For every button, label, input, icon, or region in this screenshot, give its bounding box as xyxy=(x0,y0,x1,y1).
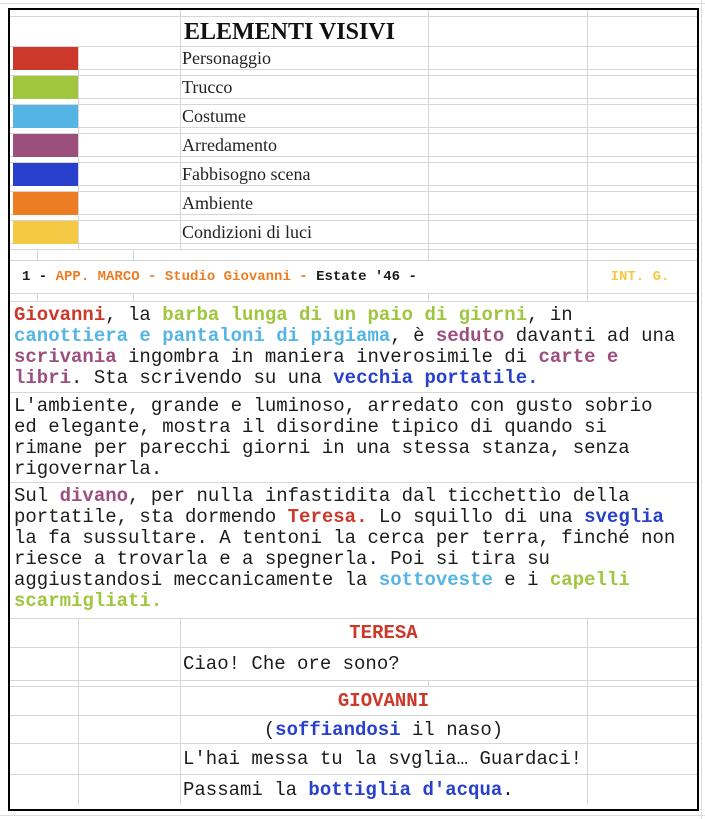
text-run: bottiglia d'acqua xyxy=(308,779,503,801)
text-run: soffiandosi xyxy=(275,719,401,741)
legend-swatch[interactable] xyxy=(13,221,78,244)
gridline xyxy=(78,157,79,162)
gridline xyxy=(587,716,588,743)
parenthetical-row[interactable] xyxy=(10,716,697,744)
gridline xyxy=(78,775,79,805)
gridline xyxy=(428,681,429,686)
gridline xyxy=(587,221,588,243)
legend-title: ELEMENTI VISIVI xyxy=(184,19,395,45)
text-run: , per nulla infastidita dal ticchettìo della portatile, sta dormendo xyxy=(14,485,630,528)
gridline xyxy=(180,186,181,191)
gridline xyxy=(78,681,79,686)
text-run: carte e libri xyxy=(14,346,619,389)
gridline xyxy=(428,215,429,220)
text-run: Sul xyxy=(14,485,60,507)
gridline xyxy=(587,244,588,249)
gridline xyxy=(428,128,429,133)
gridline xyxy=(180,648,181,680)
spacer-row xyxy=(10,250,697,261)
gridline xyxy=(180,70,181,75)
gridline xyxy=(37,294,38,301)
legend-label: Ambiente xyxy=(182,193,253,213)
text-run: vecchia portatile. xyxy=(333,367,539,389)
gridline xyxy=(428,244,429,249)
legend-label: Costume xyxy=(182,106,247,126)
legend-item-6[interactable] xyxy=(10,221,697,244)
gridline xyxy=(587,163,588,185)
legend-swatch[interactable] xyxy=(13,47,78,70)
text-run: divano xyxy=(59,485,129,507)
sheet-border xyxy=(8,8,699,811)
gridline xyxy=(587,681,588,686)
gridline xyxy=(587,105,588,127)
gridline xyxy=(78,128,79,133)
gridline xyxy=(587,619,588,647)
gridline xyxy=(587,744,588,774)
parenthetical-text xyxy=(180,716,587,744)
legend-swatch[interactable] xyxy=(13,192,78,215)
gridline xyxy=(180,681,181,686)
text-run: L'ambiente, grande e luminoso, arredato con gusto sobrio ed elegante, mostra il disordine tipico di quando si rimane per parecchi giorni in una stessa stanza, senza rigovernarla. xyxy=(14,395,653,480)
gridline xyxy=(78,70,79,75)
text-run: L'hai messa tu la svglia… Guardaci! xyxy=(183,748,583,770)
gridline xyxy=(180,17,181,46)
gridline xyxy=(78,99,79,104)
text-run: capelli scarmigliati. xyxy=(14,569,630,612)
gridline xyxy=(428,186,429,191)
text-run: Passami la xyxy=(183,779,309,801)
legend-swatch[interactable] xyxy=(13,76,78,99)
gridline xyxy=(78,619,79,647)
gridline xyxy=(428,70,429,75)
text-run: Ciao! Che ore sono? xyxy=(183,653,400,675)
gridline xyxy=(428,99,429,104)
gridline xyxy=(428,10,429,16)
legend-label: Condizioni di luci xyxy=(182,222,312,242)
scene-location: APP. MARCO - Studio Giovanni - xyxy=(55,269,317,285)
text-run: canottiera e pantaloni di pigiama xyxy=(14,325,391,347)
gridline xyxy=(78,716,79,743)
gridline xyxy=(133,250,134,260)
text-run: scrivania xyxy=(14,346,117,368)
text-run: . Sta scrivendo su una xyxy=(71,367,334,389)
legend-label: Trucco xyxy=(182,77,233,97)
gridline xyxy=(180,10,181,16)
gridline xyxy=(180,134,181,156)
gridline xyxy=(428,17,429,46)
gridline xyxy=(180,192,181,214)
character-name-row-teresa[interactable] xyxy=(10,619,697,648)
gridline xyxy=(78,186,79,191)
gridline xyxy=(78,221,79,243)
gridline xyxy=(587,648,588,680)
legend-item-1[interactable] xyxy=(10,76,697,99)
gridline xyxy=(587,294,588,301)
character-name-teresa: TERESA xyxy=(349,622,418,644)
gridline xyxy=(587,76,588,98)
gridline xyxy=(587,250,588,260)
gridline xyxy=(428,294,429,301)
gridline xyxy=(587,134,588,156)
dialogue-text xyxy=(183,744,582,775)
outer-gridline-top xyxy=(0,3,705,4)
legend-swatch[interactable] xyxy=(13,134,78,157)
text-run: , è xyxy=(390,325,436,347)
gridline xyxy=(180,163,181,185)
dialogue-line-giovanni-2[interactable] xyxy=(10,775,697,805)
dialogue-text xyxy=(183,775,514,805)
gridline xyxy=(78,192,79,214)
gridline xyxy=(587,47,588,69)
text-run: il naso) xyxy=(400,719,504,741)
legend-item-3[interactable] xyxy=(10,134,697,157)
gridline xyxy=(428,250,429,260)
text-run: , la xyxy=(105,304,163,326)
text-run: ( xyxy=(263,719,276,741)
gridline xyxy=(78,105,79,127)
gridline xyxy=(428,134,429,156)
gridline xyxy=(180,105,181,127)
character-name-row-giovanni[interactable] xyxy=(10,687,697,716)
gridline xyxy=(180,215,181,220)
gridline xyxy=(587,687,588,715)
gridline xyxy=(587,186,588,191)
text-run: Lo squillo di una xyxy=(367,506,585,528)
scene-number: 1 - xyxy=(22,269,56,285)
legend-title-cell[interactable] xyxy=(10,17,697,47)
legend xyxy=(10,47,697,250)
text-run: . xyxy=(502,779,514,801)
text-run: Giovanni xyxy=(14,304,106,326)
gridline xyxy=(133,294,134,301)
outer-gridline-bottom xyxy=(0,815,705,816)
legend-label: Personaggio xyxy=(182,48,271,68)
gridline xyxy=(78,163,79,185)
gridline xyxy=(587,99,588,104)
gridline xyxy=(180,99,181,104)
gridline xyxy=(78,134,79,156)
text-run: , in xyxy=(527,304,573,326)
gridline xyxy=(78,744,79,774)
scene-heading xyxy=(22,261,425,294)
gridline xyxy=(78,687,79,715)
legend-swatch[interactable] xyxy=(13,163,78,186)
gridline xyxy=(180,244,181,249)
gridline xyxy=(78,648,79,680)
legend-item-2[interactable] xyxy=(10,105,697,128)
gridline xyxy=(180,221,181,243)
text-run: davanti ad una xyxy=(504,325,676,347)
gridline xyxy=(428,105,429,127)
action-paragraph-2[interactable] xyxy=(10,393,697,483)
gridline xyxy=(180,744,181,774)
gridline xyxy=(180,128,181,133)
gridline xyxy=(587,192,588,214)
gridline xyxy=(587,17,588,46)
action-paragraph-1[interactable] xyxy=(10,302,697,393)
gridline xyxy=(180,157,181,162)
gridline xyxy=(428,76,429,98)
text-run: la fa sussultare. A tentoni la cerca per terra, finché non riesce a trovarla e a spegnerla. Poi si tira su aggiustandosi meccanicamente la xyxy=(14,527,676,591)
gridline xyxy=(78,215,79,220)
gridline xyxy=(78,244,79,249)
dialogue-text xyxy=(183,648,400,681)
gridline xyxy=(78,47,79,69)
character-name-giovanni: GIOVANNI xyxy=(337,690,430,712)
gridline xyxy=(37,250,38,260)
gridline xyxy=(587,70,588,75)
legend-label: Fabbisogno scena xyxy=(182,164,311,184)
dialogue-line-teresa[interactable] xyxy=(10,648,697,681)
action-paragraph-3[interactable] xyxy=(10,483,697,619)
text-run: e i xyxy=(492,569,550,591)
gridline xyxy=(587,775,588,805)
gridline xyxy=(180,47,181,69)
legend-item-5[interactable] xyxy=(10,192,697,215)
text-run: barba lunga di un paio di giorni xyxy=(162,304,528,326)
gridline xyxy=(180,76,181,98)
text-run: Teresa. xyxy=(287,506,368,528)
gridline xyxy=(428,163,429,185)
gridline xyxy=(78,76,79,98)
gridline xyxy=(428,157,429,162)
gridline xyxy=(428,47,429,69)
gridline xyxy=(587,157,588,162)
legend-item-0[interactable] xyxy=(10,47,697,70)
text-run: sveglia xyxy=(584,506,664,528)
gridline xyxy=(428,221,429,243)
spacer-row xyxy=(10,10,697,17)
gridline xyxy=(180,775,181,805)
text-run: seduto xyxy=(435,325,505,347)
scene-header-row[interactable] xyxy=(10,261,697,294)
scene-int-ext: INT. G. xyxy=(610,269,670,285)
legend-label: Arredamento xyxy=(182,135,277,155)
text-run: sottoveste xyxy=(378,569,493,591)
scene-season: Estate '46 - xyxy=(316,269,426,285)
outer-gridline-right xyxy=(701,0,702,819)
gridline xyxy=(428,192,429,214)
gridline xyxy=(587,10,588,16)
gridline xyxy=(587,128,588,133)
gridline xyxy=(587,215,588,220)
dialogue-line-giovanni-1[interactable] xyxy=(10,744,697,775)
legend-swatch[interactable] xyxy=(13,105,78,128)
text-run: ingombra in maniera inverosimile di xyxy=(116,346,539,368)
spacer-row xyxy=(10,294,697,302)
legend-item-4[interactable] xyxy=(10,163,697,186)
